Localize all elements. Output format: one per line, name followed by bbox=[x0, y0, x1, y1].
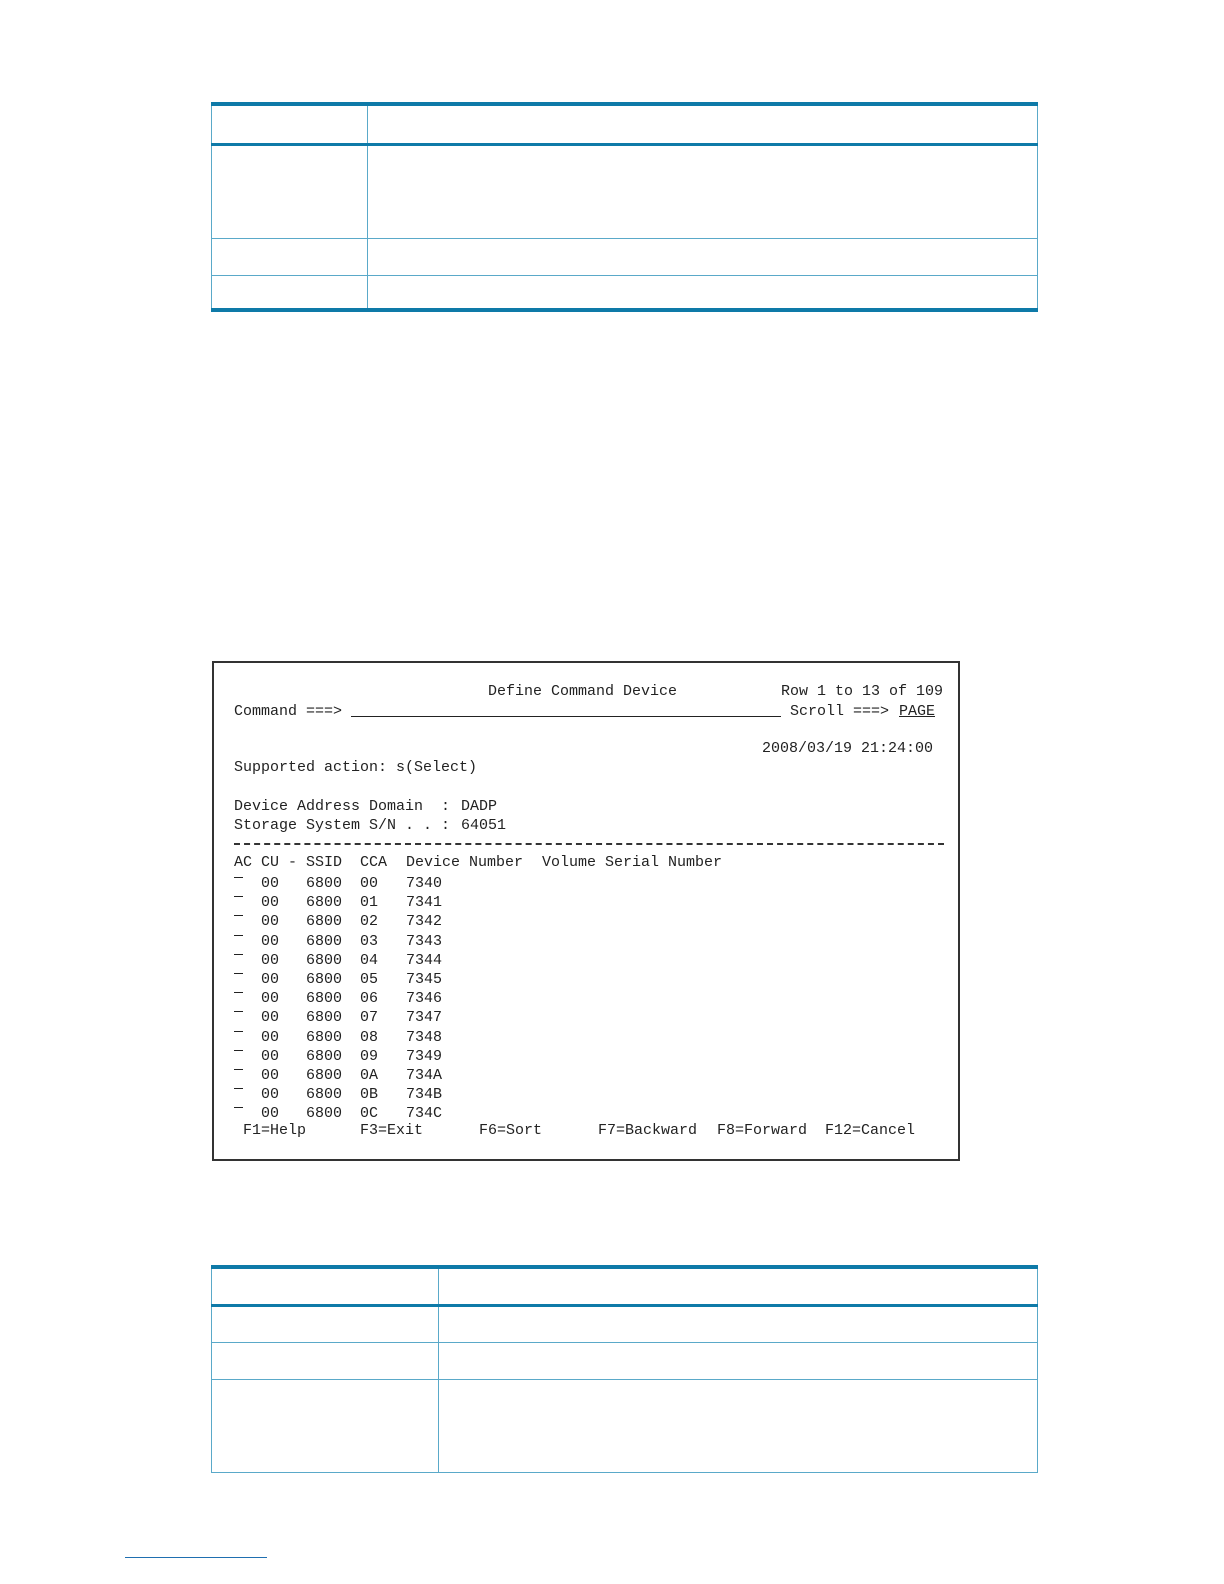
domain-label: Device Address Domain : bbox=[234, 798, 451, 815]
header-cu: CU bbox=[261, 854, 280, 871]
action-field[interactable] bbox=[234, 935, 243, 936]
cell-ssid: 6800 bbox=[306, 875, 343, 892]
cell-device-number: 7348 bbox=[406, 1028, 443, 1046]
cell-cca: 01 bbox=[360, 894, 379, 912]
cell-cu: 00 bbox=[261, 894, 280, 912]
cell-ssid: 6800 bbox=[306, 1047, 343, 1065]
define-command-device-screen bbox=[212, 661, 960, 1161]
cell-device-number: 7345 bbox=[406, 970, 443, 988]
header-ssid: SSID bbox=[306, 854, 343, 871]
action-field[interactable] bbox=[234, 915, 243, 916]
separator bbox=[234, 843, 944, 845]
f3-exit-key[interactable]: F3=Exit bbox=[360, 1122, 424, 1139]
f12-cancel-key[interactable]: F12=Cancel bbox=[825, 1122, 916, 1139]
cell-cu: 00 bbox=[261, 970, 280, 988]
cell-cca: 05 bbox=[360, 970, 379, 988]
table-cell bbox=[212, 144, 368, 238]
reference-table-bottom bbox=[211, 1265, 1038, 1473]
cell-cca: 0C bbox=[360, 1105, 379, 1123]
cell-device-number: 7344 bbox=[406, 951, 443, 969]
cell-cca: 06 bbox=[360, 990, 379, 1008]
table-cell bbox=[439, 1267, 1038, 1305]
cell-ssid: 6800 bbox=[306, 1028, 343, 1046]
header-dash: - bbox=[288, 854, 298, 871]
action-field[interactable] bbox=[234, 1031, 243, 1032]
f7-backward-key[interactable]: F7=Backward bbox=[598, 1122, 698, 1139]
table-cell bbox=[368, 104, 1038, 144]
action-field[interactable] bbox=[234, 877, 243, 878]
cell-device-number: 7341 bbox=[406, 894, 443, 912]
header-ac: AC bbox=[234, 854, 253, 871]
table-cell bbox=[368, 275, 1038, 310]
cell-cca: 08 bbox=[360, 1028, 379, 1046]
cell-cca: 07 bbox=[360, 1009, 379, 1027]
f8-forward-key[interactable]: F8=Forward bbox=[717, 1122, 808, 1139]
cell-device-number: 7349 bbox=[406, 1047, 443, 1065]
action-field[interactable] bbox=[234, 896, 243, 897]
header-cca: CCA bbox=[360, 854, 388, 871]
cell-device-number: 7340 bbox=[406, 875, 443, 892]
f6-sort-key[interactable]: F6=Sort bbox=[479, 1122, 543, 1139]
action-field[interactable] bbox=[234, 1069, 243, 1070]
cell-device-number: 7343 bbox=[406, 932, 443, 950]
cell-ssid: 6800 bbox=[306, 990, 343, 1008]
footer-link-underline bbox=[125, 1557, 267, 1558]
cell-cu: 00 bbox=[261, 1009, 280, 1027]
cell-device-number: 734C bbox=[406, 1105, 443, 1123]
cell-cca: 0B bbox=[360, 1086, 379, 1104]
cell-ssid: 6800 bbox=[306, 1009, 343, 1027]
table-cell bbox=[439, 1305, 1038, 1342]
table-cell bbox=[212, 1267, 439, 1305]
screen-title: Define Command Device bbox=[488, 683, 678, 700]
cell-cu: 00 bbox=[261, 932, 280, 950]
table-cell bbox=[439, 1379, 1038, 1472]
cell-cu: 00 bbox=[261, 1105, 280, 1123]
cell-cu: 00 bbox=[261, 913, 280, 931]
cell-cca: 02 bbox=[360, 913, 379, 931]
cell-cca: 00 bbox=[360, 875, 379, 892]
serial-value: 64051 bbox=[461, 817, 507, 834]
command-input[interactable] bbox=[351, 716, 781, 717]
supported-action: Supported action: s(Select) bbox=[234, 759, 478, 776]
cell-cu: 00 bbox=[261, 1028, 280, 1046]
f1-help-key[interactable]: F1=Help bbox=[243, 1122, 307, 1139]
header-volume-serial: Volume Serial Number bbox=[542, 854, 723, 871]
command-label: Command ===> bbox=[234, 703, 343, 720]
cell-cu: 00 bbox=[261, 1086, 280, 1104]
action-field[interactable] bbox=[234, 1088, 243, 1089]
row-info: Row 1 to 13 of 109 bbox=[781, 683, 944, 700]
cell-ssid: 6800 bbox=[306, 970, 343, 988]
table-cell bbox=[368, 238, 1038, 275]
cell-cca: 04 bbox=[360, 951, 379, 969]
serial-label: Storage System S/N . . : bbox=[234, 817, 451, 834]
action-field[interactable] bbox=[234, 1050, 243, 1051]
table-cell bbox=[368, 144, 1038, 238]
domain-value: DADP bbox=[461, 798, 498, 815]
cell-cca: 03 bbox=[360, 932, 379, 950]
action-field[interactable] bbox=[234, 992, 243, 993]
cell-ssid: 6800 bbox=[306, 951, 343, 969]
cell-cca: 09 bbox=[360, 1047, 379, 1065]
reference-table-top bbox=[211, 102, 1038, 312]
scroll-input[interactable]: PAGE bbox=[899, 703, 936, 720]
action-field[interactable] bbox=[234, 1107, 243, 1108]
table-cell bbox=[212, 1305, 439, 1342]
cell-ssid: 6800 bbox=[306, 932, 343, 950]
table-cell bbox=[212, 238, 368, 275]
datetime: 2008/03/19 21:24:00 bbox=[762, 740, 934, 757]
action-field[interactable] bbox=[234, 973, 243, 974]
cell-ssid: 6800 bbox=[306, 1086, 343, 1104]
cell-cu: 00 bbox=[261, 951, 280, 969]
cell-ssid: 6800 bbox=[306, 1066, 343, 1084]
cell-cu: 00 bbox=[261, 1047, 280, 1065]
table-cell bbox=[212, 1342, 439, 1379]
cell-ssid: 6800 bbox=[306, 913, 343, 931]
cell-cca: 0A bbox=[360, 1066, 379, 1084]
action-field[interactable] bbox=[234, 1011, 243, 1012]
cell-ssid: 6800 bbox=[306, 1105, 343, 1123]
header-device-number: Device Number bbox=[406, 854, 524, 871]
scroll-label: Scroll ===> bbox=[790, 703, 890, 720]
cell-cu: 00 bbox=[261, 990, 280, 1008]
cell-device-number: 7346 bbox=[406, 990, 443, 1008]
cell-device-number: 7342 bbox=[406, 913, 443, 931]
action-field[interactable] bbox=[234, 954, 243, 955]
cell-ssid: 6800 bbox=[306, 894, 343, 912]
cell-cu: 00 bbox=[261, 875, 280, 892]
cell-device-number: 7347 bbox=[406, 1009, 443, 1027]
cell-device-number: 734B bbox=[406, 1086, 443, 1104]
table-cell bbox=[212, 275, 368, 310]
table-cell bbox=[439, 1342, 1038, 1379]
table-cell bbox=[212, 104, 368, 144]
cell-device-number: 734A bbox=[406, 1066, 443, 1084]
table-cell bbox=[212, 1379, 439, 1472]
cell-cu: 00 bbox=[261, 1066, 280, 1084]
